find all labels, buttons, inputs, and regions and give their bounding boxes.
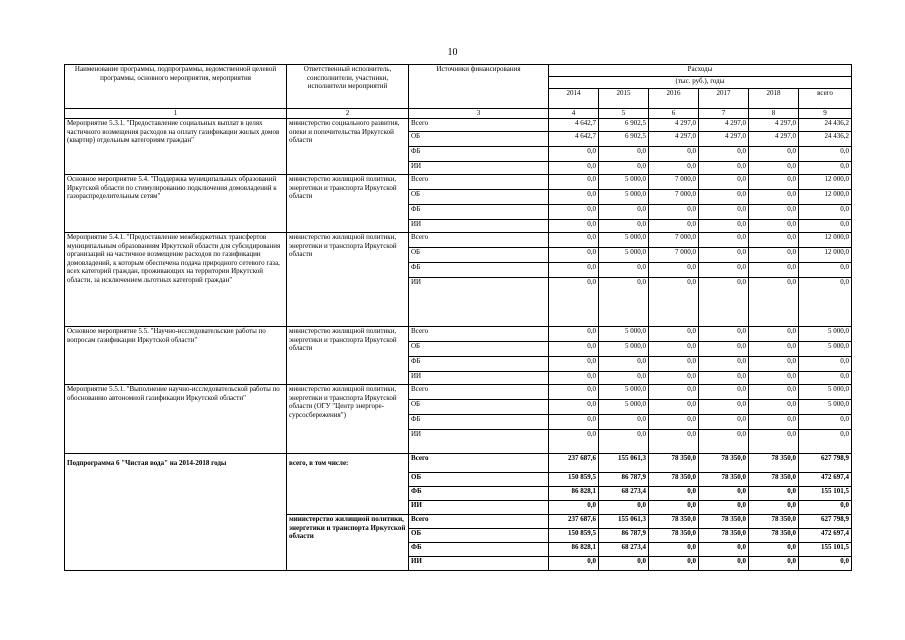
subprogram-name: Подпрограмма 6 "Чистая вода" на 2014-2018 годы [65, 454, 287, 571]
funding-source: ИИ [409, 372, 549, 385]
amount-cell: 237 687,6 [549, 454, 599, 473]
amount-cell: 0,0 [599, 430, 649, 454]
table-row [65, 119, 852, 132]
amount-cell: 0,0 [599, 372, 649, 385]
column-index: 1 [65, 109, 287, 119]
header-year: 2014 [549, 89, 599, 109]
amount-cell: 0,0 [699, 415, 749, 430]
header-sources: Источники финансирования [409, 65, 549, 109]
amount-cell: 0,0 [599, 147, 649, 162]
amount-cell: 627 798,9 [799, 515, 852, 529]
amount-cell: 6 902,5 [599, 132, 649, 147]
amount-cell: 7 000,0 [649, 248, 699, 263]
amount-cell: 86 787,9 [599, 529, 649, 543]
table-row [65, 327, 852, 342]
amount-cell: 86 787,9 [599, 473, 649, 487]
amount-cell: 0,0 [749, 327, 799, 342]
amount-cell: 0,0 [699, 263, 749, 278]
amount-cell: 0,0 [599, 162, 649, 175]
amount-cell: 0,0 [549, 233, 599, 248]
page-number: 10 [447, 47, 458, 58]
amount-cell: 68 273,4 [599, 543, 649, 557]
amount-cell: 0,0 [599, 263, 649, 278]
amount-cell: 5 000,0 [599, 342, 649, 357]
amount-cell: 5 000,0 [599, 175, 649, 190]
amount-cell: 0,0 [749, 487, 799, 501]
amount-cell: 78 350,0 [699, 529, 749, 543]
amount-cell: 5 000,0 [799, 385, 852, 400]
amount-cell: 0,0 [699, 220, 749, 233]
amount-cell: 0,0 [599, 278, 649, 327]
responsible-executor: всего, в том числе: [287, 454, 409, 515]
amount-cell: 5 000,0 [599, 248, 649, 263]
amount-cell: 0,0 [699, 557, 749, 571]
amount-cell: 0,0 [699, 175, 749, 190]
amount-cell: 0,0 [699, 278, 749, 327]
amount-cell: 627 798,9 [799, 454, 852, 473]
header-expenses: Расходы [549, 65, 852, 77]
amount-cell: 0,0 [699, 147, 749, 162]
table-row [65, 233, 852, 248]
amount-cell: 5 000,0 [599, 385, 649, 400]
amount-cell: 0,0 [599, 220, 649, 233]
amount-cell: 0,0 [699, 248, 749, 263]
amount-cell: 78 350,0 [699, 473, 749, 487]
responsible-executor: министерство жилищной политики, энергетики и транспорта Иркутской области (ОГУ "Центр энергоре-сурсосбережения") [287, 385, 409, 454]
amount-cell: 0,0 [749, 248, 799, 263]
amount-cell: 0,0 [649, 147, 699, 162]
amount-cell: 0,0 [549, 162, 599, 175]
funding-source: ИИ [409, 557, 549, 571]
column-index: 5 [599, 109, 649, 119]
amount-cell: 0,0 [549, 327, 599, 342]
amount-cell: 472 697,4 [799, 529, 852, 543]
amount-cell: 155 101,5 [799, 543, 852, 557]
header-year: 2015 [599, 89, 649, 109]
amount-cell: 0,0 [799, 205, 852, 220]
funding-source: Всего [409, 454, 549, 473]
amount-cell: 0,0 [549, 372, 599, 385]
amount-cell: 0,0 [649, 357, 699, 372]
amount-cell: 0,0 [799, 430, 852, 454]
amount-cell: 0,0 [749, 175, 799, 190]
budget-table [64, 64, 852, 571]
funding-source: ФБ [409, 357, 549, 372]
funding-source: ОБ [409, 248, 549, 263]
funding-source: ФБ [409, 263, 549, 278]
table-row [65, 175, 852, 190]
amount-cell: 0,0 [699, 400, 749, 415]
amount-cell: 5 000,0 [599, 400, 649, 415]
amount-cell: 0,0 [699, 543, 749, 557]
column-index: 6 [649, 109, 699, 119]
header-responsible: Ответственный исполнитель, соисполнители, участники, исполнители мероприятий [287, 65, 409, 109]
amount-cell: 0,0 [549, 190, 599, 205]
amount-cell: 0,0 [799, 263, 852, 278]
amount-cell: 150 859,5 [549, 473, 599, 487]
amount-cell: 0,0 [549, 501, 599, 515]
amount-cell: 68 273,4 [599, 487, 649, 501]
amount-cell: 0,0 [649, 327, 699, 342]
column-index: 2 [287, 109, 409, 119]
amount-cell: 0,0 [699, 327, 749, 342]
funding-source: ОБ [409, 190, 549, 205]
amount-cell: 155 061,3 [599, 454, 649, 473]
amount-cell: 4 642,7 [549, 119, 599, 132]
amount-cell: 78 350,0 [749, 515, 799, 529]
amount-cell: 155 101,5 [799, 487, 852, 501]
amount-cell: 0,0 [549, 557, 599, 571]
amount-cell: 0,0 [699, 430, 749, 454]
amount-cell: 78 350,0 [649, 473, 699, 487]
measure-name: Основное мероприятие 5.4. "Поддержка муниципальных образований Иркутской области по стимулированию подключения домовладений к газораспределительным сетям" [65, 175, 287, 233]
amount-cell: 0,0 [699, 162, 749, 175]
funding-source: ФБ [409, 415, 549, 430]
header-units: (тыс. руб.), годы [549, 77, 852, 89]
amount-cell: 0,0 [649, 400, 699, 415]
amount-cell: 0,0 [549, 357, 599, 372]
column-index: 9 [799, 109, 852, 119]
amount-cell: 0,0 [549, 415, 599, 430]
amount-cell: 0,0 [699, 501, 749, 515]
amount-cell: 0,0 [749, 385, 799, 400]
amount-cell: 0,0 [599, 415, 649, 430]
amount-cell: 0,0 [599, 357, 649, 372]
amount-cell: 7 000,0 [649, 175, 699, 190]
amount-cell: 12 000,0 [799, 190, 852, 205]
amount-cell: 0,0 [649, 278, 699, 327]
amount-cell: 0,0 [549, 205, 599, 220]
responsible-executor: министерство социального развития, опеки и попечительства Иркутской области [287, 119, 409, 175]
amount-cell: 12 000,0 [799, 248, 852, 263]
amount-cell: 150 859,5 [549, 529, 599, 543]
funding-source: Всего [409, 515, 549, 529]
funding-source: ОБ [409, 342, 549, 357]
amount-cell: 0,0 [749, 543, 799, 557]
amount-cell: 0,0 [749, 278, 799, 327]
amount-cell: 0,0 [749, 430, 799, 454]
amount-cell: 0,0 [749, 147, 799, 162]
amount-cell: 24 436,2 [799, 119, 852, 132]
header-year: 2017 [699, 89, 749, 109]
amount-cell: 0,0 [649, 430, 699, 454]
responsible-executor: министерство жилищной политики, энергетики и транспорта Иркутской области [287, 327, 409, 385]
amount-cell: 0,0 [699, 190, 749, 205]
amount-cell: 78 350,0 [699, 454, 749, 473]
amount-cell: 4 297,0 [749, 132, 799, 147]
amount-cell: 5 000,0 [599, 233, 649, 248]
amount-cell: 155 061,3 [599, 515, 649, 529]
amount-cell: 78 350,0 [749, 529, 799, 543]
amount-cell: 0,0 [699, 342, 749, 357]
amount-cell: 0,0 [699, 487, 749, 501]
funding-source: ФБ [409, 205, 549, 220]
amount-cell: 0,0 [749, 400, 799, 415]
amount-cell: 78 350,0 [649, 515, 699, 529]
funding-source: Всего [409, 119, 549, 132]
funding-source: ФБ [409, 543, 549, 557]
amount-cell: 86 828,1 [549, 543, 599, 557]
funding-source: Всего [409, 327, 549, 342]
amount-cell: 78 350,0 [649, 529, 699, 543]
amount-cell: 5 000,0 [799, 400, 852, 415]
amount-cell: 0,0 [799, 220, 852, 233]
amount-cell: 0,0 [599, 501, 649, 515]
responsible-executor: министерство жилищной политики, энергетики и транспорта Иркутской области [287, 233, 409, 327]
amount-cell: 78 350,0 [649, 454, 699, 473]
amount-cell: 78 350,0 [699, 515, 749, 529]
amount-cell: 0,0 [549, 175, 599, 190]
amount-cell: 5 000,0 [599, 327, 649, 342]
responsible-executor: министерство жилищной политики, энергетики и транспорта Иркутской области [287, 175, 409, 233]
amount-cell: 0,0 [649, 557, 699, 571]
amount-cell: 0,0 [749, 357, 799, 372]
amount-cell: 0,0 [749, 162, 799, 175]
measure-name: Мероприятие 5.4.1. "Предоставление межбюджетных трансфертов муниципальным образованиям Иркутской области для субсидирования организаций на частичное возмещение расходов по газификации домовладений, к которым обеспечена подача природного сетевого газа, всех категорий граждан, проживающих на территории Иркутской области, за исключением льготных категорий граждан" [65, 233, 287, 327]
measure-name: Основное мероприятие 5.5. "Научно-исследовательские работы по вопросам газификации Иркутской области" [65, 327, 287, 385]
header-year: 2016 [649, 89, 699, 109]
funding-source: ОБ [409, 473, 549, 487]
funding-source: ИИ [409, 220, 549, 233]
amount-cell: 4 297,0 [749, 119, 799, 132]
amount-cell: 0,0 [649, 487, 699, 501]
amount-cell: 0,0 [799, 162, 852, 175]
funding-source: ИИ [409, 162, 549, 175]
amount-cell: 0,0 [599, 557, 649, 571]
amount-cell: 5 000,0 [599, 190, 649, 205]
amount-cell: 24 436,2 [799, 132, 852, 147]
amount-cell: 0,0 [799, 557, 852, 571]
amount-cell: 0,0 [549, 400, 599, 415]
amount-cell: 0,0 [749, 263, 799, 278]
amount-cell: 0,0 [699, 205, 749, 220]
amount-cell: 0,0 [649, 372, 699, 385]
amount-cell: 0,0 [749, 233, 799, 248]
funding-source: ОБ [409, 132, 549, 147]
amount-cell: 0,0 [749, 557, 799, 571]
amount-cell: 4 642,7 [549, 132, 599, 147]
funding-source: ИИ [409, 501, 549, 515]
header-program: Наименование программы, подпрограммы, ведомственной целевой программы, основного мероприятия, мероприятия [65, 65, 287, 109]
amount-cell: 0,0 [599, 205, 649, 220]
amount-cell: 4 297,0 [649, 119, 699, 132]
funding-source: Всего [409, 175, 549, 190]
amount-cell: 0,0 [699, 372, 749, 385]
amount-cell: 0,0 [749, 415, 799, 430]
funding-source: ИИ [409, 430, 549, 454]
amount-cell: 0,0 [799, 372, 852, 385]
header-total: всего [799, 89, 852, 109]
amount-cell: 0,0 [799, 278, 852, 327]
amount-cell: 472 697,4 [799, 473, 852, 487]
table-row [65, 385, 852, 400]
amount-cell: 0,0 [799, 415, 852, 430]
amount-cell: 12 000,0 [799, 175, 852, 190]
amount-cell: 0,0 [549, 278, 599, 327]
amount-cell: 0,0 [749, 342, 799, 357]
amount-cell: 0,0 [649, 263, 699, 278]
amount-cell: 4 297,0 [649, 132, 699, 147]
amount-cell: 0,0 [649, 342, 699, 357]
amount-cell: 0,0 [649, 205, 699, 220]
amount-cell: 0,0 [699, 385, 749, 400]
amount-cell: 4 297,0 [699, 132, 749, 147]
amount-cell: 86 828,1 [549, 487, 599, 501]
amount-cell: 5 000,0 [799, 342, 852, 357]
amount-cell: 0,0 [549, 263, 599, 278]
amount-cell: 6 902,5 [599, 119, 649, 132]
funding-source: ИИ [409, 278, 549, 327]
funding-source: Всего [409, 233, 549, 248]
amount-cell: 0,0 [649, 501, 699, 515]
amount-cell: 0,0 [649, 385, 699, 400]
amount-cell: 0,0 [749, 220, 799, 233]
amount-cell: 7 000,0 [649, 190, 699, 205]
measure-name: Мероприятие 5.5.1. "Выполнение научно-исследовательской работы по обоснованию автономной газификации Иркутской области" [65, 385, 287, 454]
column-index: 8 [749, 109, 799, 119]
amount-cell: 0,0 [749, 190, 799, 205]
amount-cell: 0,0 [749, 372, 799, 385]
amount-cell: 0,0 [649, 543, 699, 557]
amount-cell: 78 350,0 [749, 454, 799, 473]
amount-cell: 0,0 [549, 430, 599, 454]
amount-cell: 12 000,0 [799, 233, 852, 248]
amount-cell: 0,0 [799, 147, 852, 162]
amount-cell: 0,0 [549, 147, 599, 162]
funding-source: ОБ [409, 400, 549, 415]
amount-cell: 78 350,0 [749, 473, 799, 487]
column-index: 4 [549, 109, 599, 119]
funding-source: Всего [409, 385, 549, 400]
funding-source: ФБ [409, 487, 549, 501]
amount-cell: 0,0 [549, 342, 599, 357]
amount-cell: 0,0 [649, 162, 699, 175]
funding-source: ОБ [409, 529, 549, 543]
amount-cell: 4 297,0 [699, 119, 749, 132]
amount-cell: 0,0 [799, 501, 852, 515]
amount-cell: 0,0 [649, 415, 699, 430]
responsible-executor: министерство жилищной политики, энергетики и транспорта Иркутской области [287, 515, 409, 571]
amount-cell: 0,0 [799, 357, 852, 372]
amount-cell: 5 000,0 [799, 327, 852, 342]
measure-name: Мероприятие 5.3.1. "Предоставление социальных выплат в целях частичного возмещения расходов на оплату газификации жилых домов (квартир) отдельным категориям граждан" [65, 119, 287, 175]
column-index: 7 [699, 109, 749, 119]
amount-cell: 0,0 [549, 220, 599, 233]
amount-cell: 0,0 [699, 233, 749, 248]
amount-cell: 0,0 [549, 248, 599, 263]
amount-cell: 0,0 [749, 205, 799, 220]
header-year: 2018 [749, 89, 799, 109]
funding-source: ФБ [409, 147, 549, 162]
column-index: 3 [409, 109, 549, 119]
amount-cell: 0,0 [549, 385, 599, 400]
amount-cell: 0,0 [749, 501, 799, 515]
amount-cell: 237 687,6 [549, 515, 599, 529]
amount-cell: 7 000,0 [649, 233, 699, 248]
amount-cell: 0,0 [649, 220, 699, 233]
amount-cell: 0,0 [699, 357, 749, 372]
table-row [65, 454, 852, 473]
